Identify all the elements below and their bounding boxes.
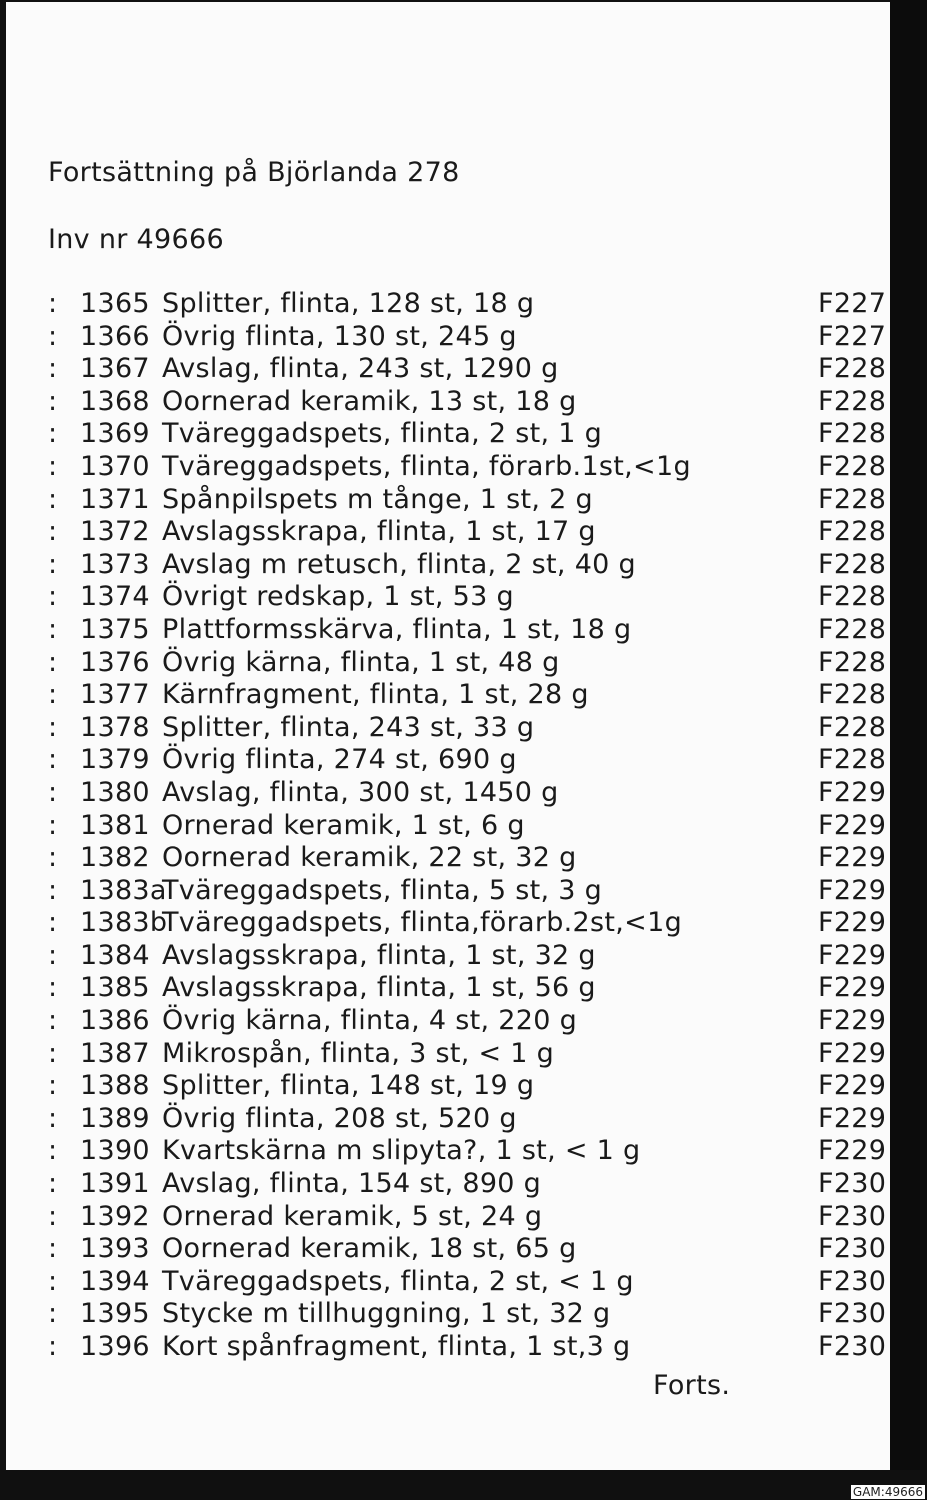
archive-stamp: GAM:49666 [852, 1485, 923, 1499]
entry-colon: : [48, 1168, 58, 1200]
entry-description: Kvartskärna m slipyta?, 1 st, < 1 g [162, 1135, 641, 1167]
entry-row [48, 1331, 908, 1364]
entry-colon: : [48, 679, 58, 711]
entry-number: 1372 [80, 516, 150, 548]
entry-row [48, 484, 908, 517]
entry-number: 1382 [80, 842, 150, 874]
entry-number: 1383b [80, 907, 168, 939]
entry-number: 1376 [80, 646, 150, 678]
entry-number: 1367 [80, 353, 150, 385]
entry-description: Kärnfragment, flinta, 1 st, 28 g [162, 679, 589, 711]
entry-row [48, 581, 908, 614]
entry-code: F227 [818, 288, 887, 319]
entry-code: F229 [818, 809, 887, 841]
entry-row [48, 679, 908, 712]
entry-colon: : [48, 874, 58, 906]
entry-description: Ornerad keramik, 5 st, 24 g [162, 1200, 543, 1232]
entry-description: Övrig kärna, flinta, 4 st, 220 g [162, 1005, 578, 1037]
entry-code: F228 [818, 353, 887, 385]
entry-description: Tväreggadspets, flinta, 2 st, 1 g [162, 418, 603, 450]
continuation-note: Forts. [653, 1370, 731, 1401]
entry-code: F228 [818, 516, 887, 548]
entry-row [48, 940, 908, 973]
entry-colon: : [48, 548, 58, 580]
entry-number: 1375 [80, 613, 150, 645]
entry-row [48, 1168, 908, 1201]
entry-row [48, 907, 908, 940]
entry-number: 1391 [80, 1168, 150, 1200]
entry-number: 1383a [80, 874, 167, 906]
entry-row [48, 1298, 908, 1331]
entry-list [48, 288, 908, 1364]
entry-code: F228 [818, 450, 887, 482]
entry-colon: : [48, 939, 58, 971]
entry-row [48, 1233, 908, 1266]
entry-row [48, 1266, 908, 1299]
entry-code: F228 [818, 581, 887, 613]
entry-colon: : [48, 450, 58, 482]
entry-code: F229 [818, 1135, 887, 1167]
entry-number: 1395 [80, 1298, 150, 1330]
entry-colon: : [48, 1265, 58, 1297]
entry-colon: : [48, 516, 58, 548]
entry-code: F228 [818, 548, 887, 580]
entry-code: F229 [818, 842, 887, 874]
entry-description: Mikrospån, flinta, 3 st, < 1 g [162, 1037, 555, 1069]
entry-code: F229 [818, 1102, 887, 1134]
entry-description: Splitter, flinta, 148 st, 19 g [162, 1070, 535, 1102]
entry-row [48, 288, 908, 321]
entry-row [48, 1038, 908, 1071]
entry-row [48, 1005, 908, 1038]
entry-number: 1385 [80, 972, 150, 1004]
entry-number: 1369 [80, 418, 150, 450]
entry-row [48, 1201, 908, 1234]
entry-description: Övrig flinta, 208 st, 520 g [162, 1102, 517, 1134]
entry-description: Tväreggadspets, flinta, förarb.1st,<1g [162, 450, 691, 482]
entry-row [48, 972, 908, 1005]
entry-colon: : [48, 581, 58, 613]
entry-description: Tväreggadspets, flinta, 2 st, < 1 g [162, 1265, 634, 1297]
entry-description: Avslag, flinta, 154 st, 890 g [162, 1168, 542, 1200]
entry-description: Övrig flinta, 130 st, 245 g [162, 320, 517, 352]
entry-description: Splitter, flinta, 243 st, 33 g [162, 711, 535, 743]
entry-colon: : [48, 1070, 58, 1102]
entry-row [48, 712, 908, 745]
entry-number: 1368 [80, 385, 150, 417]
entry-description: Övrigt redskap, 1 st, 53 g [162, 581, 514, 613]
entry-code: F228 [818, 679, 887, 711]
entry-number: 1390 [80, 1135, 150, 1167]
entry-colon: : [48, 418, 58, 450]
entry-description: Avslag, flinta, 243 st, 1290 g [162, 353, 559, 385]
entry-colon: : [48, 320, 58, 352]
entry-row [48, 1103, 908, 1136]
entry-colon: : [48, 646, 58, 678]
entry-description: Ornerad keramik, 1 st, 6 g [162, 809, 525, 841]
entry-row [48, 777, 908, 810]
entry-number: 1374 [80, 581, 150, 613]
entry-row [48, 1070, 908, 1103]
document-title: Fortsättning på Björlanda 278 [48, 157, 460, 188]
entry-row [48, 744, 908, 777]
entry-colon: : [48, 353, 58, 385]
entry-description: Oornerad keramik, 22 st, 32 g [162, 842, 577, 874]
entry-colon: : [48, 613, 58, 645]
entry-code: F229 [818, 972, 887, 1004]
entry-code: F229 [818, 907, 887, 939]
entry-code: F230 [818, 1200, 887, 1232]
entry-code: F228 [818, 483, 887, 515]
entry-colon: : [48, 1135, 58, 1167]
entry-number: 1384 [80, 939, 150, 971]
entry-code: F229 [818, 939, 887, 971]
entry-description: Övrig kärna, flinta, 1 st, 48 g [162, 646, 560, 678]
inventory-number: Inv nr 49666 [48, 224, 224, 255]
entry-colon: : [48, 842, 58, 874]
entry-description: Plattformsskärva, flinta, 1 st, 18 g [162, 613, 632, 645]
entry-number: 1394 [80, 1265, 150, 1297]
entry-code: F230 [818, 1298, 887, 1330]
entry-colon: : [48, 907, 58, 939]
entry-number: 1377 [80, 679, 150, 711]
entry-description: Övrig flinta, 274 st, 690 g [162, 744, 517, 776]
entry-colon: : [48, 972, 58, 1004]
entry-code: F229 [818, 1070, 887, 1102]
entry-number: 1380 [80, 776, 150, 808]
entry-description: Tväreggadspets, flinta, 5 st, 3 g [162, 874, 603, 906]
entry-description: Oornerad keramik, 18 st, 65 g [162, 1233, 577, 1265]
entry-row [48, 516, 908, 549]
entry-colon: : [48, 483, 58, 515]
entry-colon: : [48, 711, 58, 743]
entry-number: 1381 [80, 809, 150, 841]
entry-colon: : [48, 1200, 58, 1232]
entry-description: Oornerad keramik, 13 st, 18 g [162, 385, 577, 417]
entry-code: F230 [818, 1331, 887, 1362]
entry-code: F228 [818, 744, 887, 776]
entry-number: 1396 [80, 1331, 150, 1362]
entry-number: 1379 [80, 744, 150, 776]
entry-colon: : [48, 1298, 58, 1330]
entry-row [48, 321, 908, 354]
entry-row [48, 549, 908, 582]
entry-number: 1389 [80, 1102, 150, 1134]
entry-number: 1371 [80, 483, 150, 515]
entry-colon: : [48, 809, 58, 841]
entry-row [48, 418, 908, 451]
entry-row [48, 614, 908, 647]
entry-description: Avslagsskrapa, flinta, 1 st, 17 g [162, 516, 596, 548]
entry-code: F227 [818, 320, 887, 352]
entry-number: 1370 [80, 450, 150, 482]
entry-colon: : [48, 385, 58, 417]
entry-code: F229 [818, 1037, 887, 1069]
entry-colon: : [48, 1233, 58, 1265]
entry-description: Avslagsskrapa, flinta, 1 st, 56 g [162, 972, 596, 1004]
entry-number: 1388 [80, 1070, 150, 1102]
entry-number: 1378 [80, 711, 150, 743]
entry-number: 1373 [80, 548, 150, 580]
scan-edge-bottom [0, 1470, 927, 1500]
entry-colon: : [48, 288, 58, 319]
entry-row [48, 647, 908, 680]
entry-row [48, 810, 908, 843]
entry-code: F229 [818, 874, 887, 906]
entry-code: F228 [818, 711, 887, 743]
entry-row [48, 842, 908, 875]
entry-number: 1365 [80, 288, 150, 319]
entry-number: 1366 [80, 320, 150, 352]
entry-colon: : [48, 776, 58, 808]
entry-colon: : [48, 1102, 58, 1134]
entry-description: Kort spånfragment, flinta, 1 st,3 g [162, 1331, 631, 1362]
entry-description: Stycke m tillhuggning, 1 st, 32 g [162, 1298, 611, 1330]
entry-colon: : [48, 744, 58, 776]
entry-row [48, 875, 908, 908]
entry-number: 1387 [80, 1037, 150, 1069]
entry-description: Avslag, flinta, 300 st, 1450 g [162, 776, 559, 808]
entry-number: 1393 [80, 1233, 150, 1265]
entry-row [48, 353, 908, 386]
entry-description: Avslag m retusch, flinta, 2 st, 40 g [162, 548, 636, 580]
entry-number: 1392 [80, 1200, 150, 1232]
entry-description: Spånpilspets m tånge, 1 st, 2 g [162, 483, 593, 515]
entry-colon: : [48, 1005, 58, 1037]
entry-code: F230 [818, 1265, 887, 1297]
entry-code: F229 [818, 776, 887, 808]
entry-code: F229 [818, 1005, 887, 1037]
entry-colon: : [48, 1037, 58, 1069]
entry-row [48, 386, 908, 419]
entry-number: 1386 [80, 1005, 150, 1037]
entry-code: F228 [818, 613, 887, 645]
entry-description: Splitter, flinta, 128 st, 18 g [162, 288, 535, 319]
entry-row [48, 1135, 908, 1168]
entry-code: F228 [818, 385, 887, 417]
entry-row [48, 451, 908, 484]
scan-edge-right [890, 0, 927, 1500]
entry-description: Tväreggadspets, flinta,förarb.2st,<1g [162, 907, 683, 939]
entry-code: F230 [818, 1168, 887, 1200]
entry-code: F228 [818, 418, 887, 450]
entry-colon: : [48, 1331, 58, 1362]
entry-code: F230 [818, 1233, 887, 1265]
entry-code: F228 [818, 646, 887, 678]
entry-description: Avslagsskrapa, flinta, 1 st, 32 g [162, 939, 596, 971]
